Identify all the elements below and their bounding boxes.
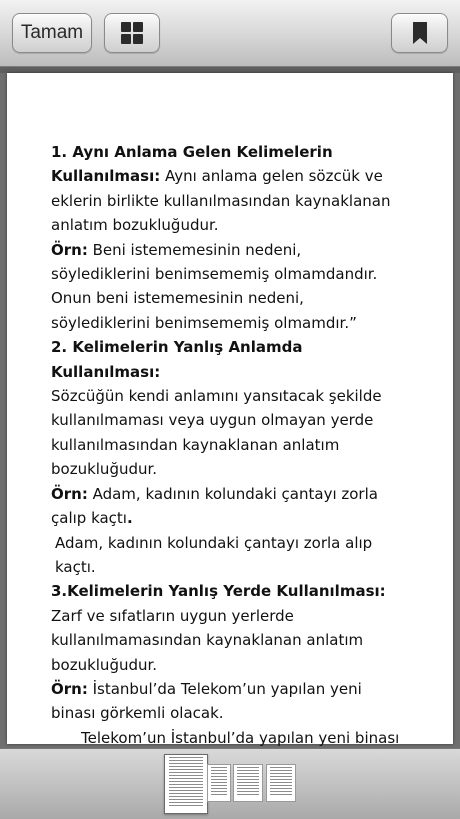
example-label: Örn: [51,484,88,503]
document-text [51,140,403,775]
thumbnail-page-2[interactable] [207,764,231,802]
document-page[interactable] [7,73,453,747]
top-toolbar [0,0,460,67]
heading-1: 1. Aynı Anlama Gelen Kelimelerin Kullanılması: [51,143,333,186]
paragraph-4 [51,335,403,384]
paragraph-10: Telekom’un İstanbul’da yapılan yeni binası [81,728,400,747]
example-label: Örn: [51,240,88,259]
bookmark-button[interactable] [391,13,448,53]
done-button-label: Tamam [20,22,84,43]
paragraph-1: 1. Aynı Anlama Gelen Kelimelerin Kullanılması: Aynı anlama gelen sözcük ve eklerin birlikte kullanılmasından kaynaklanan anlatım bozukluğudur. [51,143,391,235]
paragraph-2: Örn: Beni istememesinin nedeni, söylediklerini benimsememiş olmamdandır. [51,240,378,284]
paragraph-9: Örn: İstanbul’da Telekom’un yapılan yeni binası görkemli olacak. [51,679,362,723]
thumbnail-page-4[interactable] [266,764,296,802]
grid-icon [121,22,143,44]
heading-2: 2. Kelimelerin Yanlış Anlamda Kullanılması: [51,338,303,381]
paragraph-8: 3.Kelimelerin Yanlış Yerde Kullanılması: Zarf ve sıfatların uygun yerlerde kullanılmamasından kaynaklanan anlatım bozukluğudur. [51,582,386,674]
bookmark-icon [412,21,428,45]
thumbnail-page-1[interactable] [164,754,208,814]
paragraph-5: Sözcüğün kendi anlamını yansıtacak şekilde kullanılmaması veya uygun olmayan yerde kullanılmasından kaynaklanan anlatım bozukluğudur. [51,387,382,479]
thumbnail-bar [0,748,460,819]
paragraph-3: Onun beni istememesinin nedeni, söylediklerini benimsememiş olmamdır.” [51,289,357,332]
example-label: Örn: [51,679,88,698]
thumbnail-grid-button[interactable] [104,13,160,53]
done-button[interactable] [12,13,92,53]
paragraph-7: Adam, kadının kolundaki çantayı zorla alıp kaçtı. [55,533,373,576]
heading-3: 3.Kelimelerin Yanlış Yerde Kullanılması: [51,582,386,601]
thumbnail-page-3[interactable] [233,764,263,802]
paragraph-6: Örn: Adam, kadının kolundaki çantayı zorla çalıp kaçtı. [51,484,378,528]
